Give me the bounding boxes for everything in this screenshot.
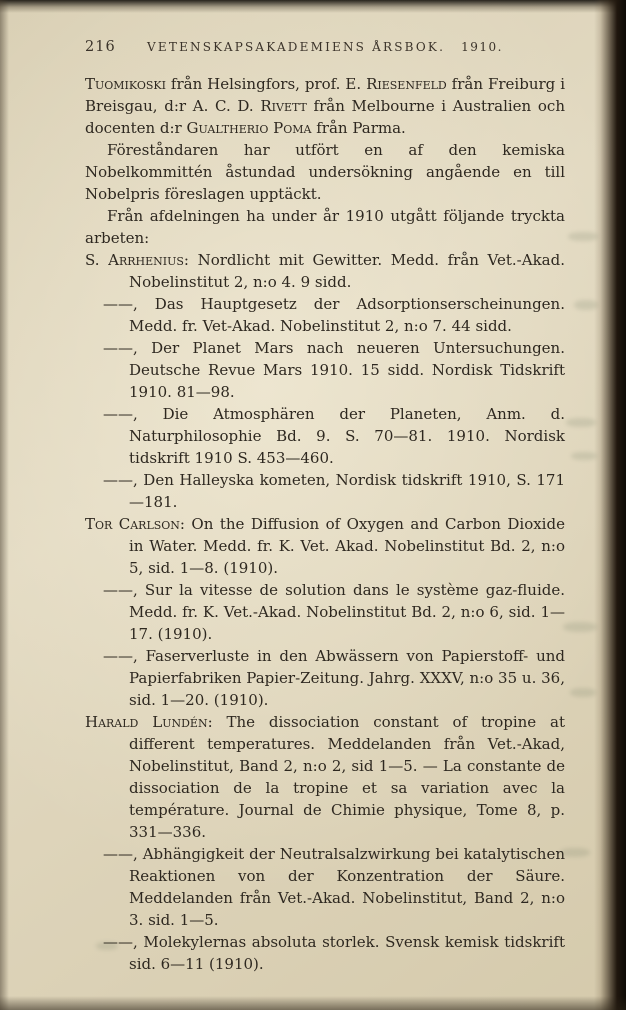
person-name: Tuomikoski: [85, 75, 166, 93]
entry-ditto-dash: ——,: [103, 933, 138, 951]
paragraph-text: från Freiburg i Breisgau, d:r A. C. D.: [85, 75, 565, 115]
bibliography-entry: [85, 645, 565, 711]
paragraph-nobel-committee: Föreståndaren har utfört en af den kemiska Nobelkommittén åstundad undersökning angående en till Nobelpris föreslagen upptäckt.: [85, 141, 565, 203]
bibliography-entry: [85, 403, 565, 469]
person-name: Gualtherio Poma: [186, 119, 312, 137]
bibliography-entry: [85, 469, 565, 513]
entry-text: The dissociation constant of tropine at different temperatures. Meddelanden från Vet.-Akad, Nobelinstitut, Band 2, n:o 2, sid 1—5. — La constante de dissociation de la tropine et sa variation avec la température. Journal de Chimie physique, Tome 8, p. 331—336.: [129, 713, 565, 841]
page-number: 216: [85, 39, 116, 55]
running-header-title: [85, 40, 565, 54]
entry-ditto-dash: ——,: [103, 581, 138, 599]
entry-text: Das Hauptgesetz der Adsorptionserscheinungen. Medd. fr. Vet-Akad. Nobelinstitut 2, n:o 7. 44 sidd.: [129, 295, 565, 335]
entry-author: Tor Carlson:: [85, 515, 185, 533]
paragraph-printed-works-intro: Från afdelningen ha under år 1910 utgått följande tryckta arbeten:: [85, 207, 565, 247]
entry-text: Die Atmosphären der Planeten, Anm. d. Naturphilosophie Bd. 9. S. 70—81. 1910. Nordisk tidskrift 1910 S. 453—460.: [129, 405, 565, 467]
entry-text: Den Halleyska kometen, Nordisk tidskrift 1910, S. 171—181.: [129, 471, 565, 511]
bibliography-entry: [85, 931, 565, 975]
scan-edge-bottom: [0, 996, 626, 1010]
scan-edge-left: [0, 0, 9, 1010]
entry-text: Der Planet Mars nach neueren Untersuchungen. Deutsche Revue Mars 1910. 15 sidd. Nordisk Tidskrift 1910. 81—98.: [129, 339, 565, 401]
bleed-through-smudge: [566, 418, 596, 427]
bibliography-entry: [85, 579, 565, 645]
entry-text: Abhängigkeit der Neutralsalzwirkung bei katalytischen Reaktionen von der Konzentration der Säure. Meddelanden från Vet.-Akad. Nobelinstitut, Band 2, n:o 3. sid. 1—5.: [129, 845, 565, 929]
entry-ditto-dash: ——,: [103, 295, 138, 313]
entry-text: Faserverluste in den Abwässern von Papierstoff- und Papierfabriken Papier-Zeitung. Jahrg. XXXV, n:o 35 u. 36, sid. 1—20. (1910).: [129, 647, 565, 709]
header-title-text: VETENSKAPSAKADEMIENS ÅRSBOK.: [147, 40, 446, 54]
bleed-through-smudge: [574, 300, 598, 310]
bleed-through-smudge: [568, 232, 598, 241]
entry-ditto-dash: ——,: [103, 405, 138, 423]
entry-text: Nordlicht mit Gewitter. Medd. från Vet.-Akad. Nobelinstitut 2, n:o 4. 9 sidd.: [129, 251, 565, 291]
bibliography-entry: [85, 337, 565, 403]
entry-author: S. Arrhenius:: [85, 251, 189, 269]
scan-edge-right: [594, 0, 626, 1010]
person-name: Riesenfeld: [366, 75, 447, 93]
bibliography-entry: [85, 293, 565, 337]
bibliography-entry: [85, 711, 565, 843]
bleed-through-smudge: [571, 452, 597, 460]
entry-ditto-dash: ——,: [103, 647, 138, 665]
header-year: 1910.: [461, 40, 503, 54]
person-name: Rivett: [260, 97, 307, 115]
paragraph-appointments: [85, 73, 565, 139]
scan-edge-top: [0, 0, 626, 13]
text-block: [85, 73, 565, 975]
running-header: [85, 38, 565, 58]
entry-text: On the Diffusion of Oxygen and Carbon Dioxide in Water. Medd. fr. K. Vet. Akad. Nobelinstitut Bd. 2, n:o 5, sid. 1—8. (1910).: [129, 515, 565, 577]
bibliography-entry: [85, 249, 565, 293]
entry-text: Molekylernas absoluta storlek. Svensk kemisk tidskrift sid. 6—11 (1910).: [129, 933, 565, 973]
bleed-through-smudge: [563, 622, 597, 632]
paragraph-text: från Helsingfors, prof. E.: [165, 75, 367, 93]
bleed-through-smudge: [570, 688, 596, 697]
paragraph-text: från Melbourne i Australien och docenten d:r: [85, 97, 565, 137]
entry-ditto-dash: ——,: [103, 471, 138, 489]
bibliography-entry: [85, 843, 565, 931]
entry-author: Harald Lundén:: [85, 713, 213, 731]
entry-text: Sur la vitesse de solution dans le système gaz-fluide. Medd. fr. K. Vet.-Akad. Nobelinstitut Bd. 2, n:o 6, sid. 1—17. (1910).: [129, 581, 565, 643]
entry-ditto-dash: ——,: [103, 845, 138, 863]
bibliography-entry: [85, 513, 565, 579]
paragraph-text: från Parma.: [311, 119, 406, 137]
entry-ditto-dash: ——,: [103, 339, 138, 357]
